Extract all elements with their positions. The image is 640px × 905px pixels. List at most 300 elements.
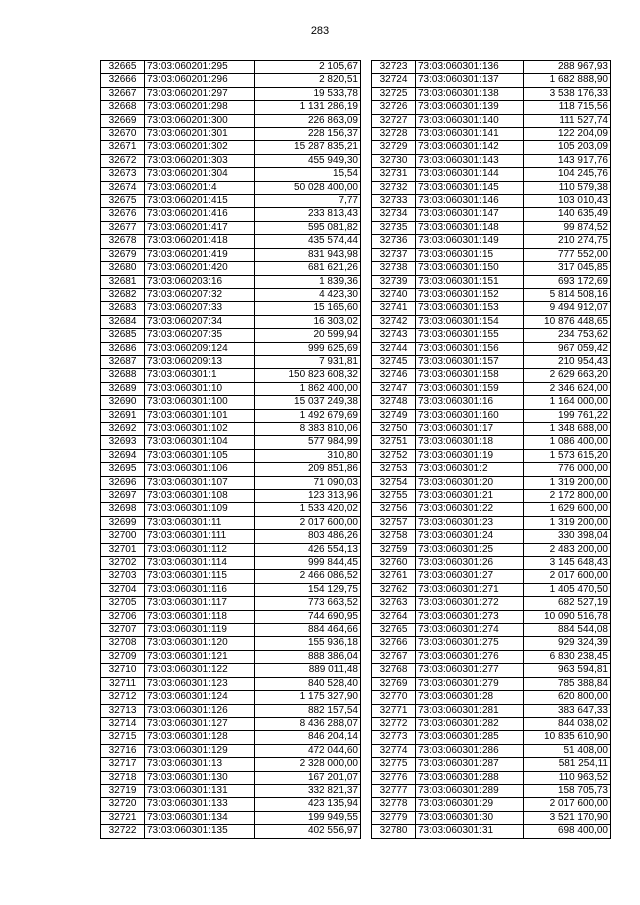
table-row [372,409,611,422]
table-row [101,221,361,234]
cadastral-number-cell: 73:03:060301:24 [416,530,524,543]
cadastral-number-cell: 73:03:060301:159 [416,382,524,395]
row-number-cell: 32666 [101,74,145,87]
value-cell: 71 090,03 [255,476,361,489]
table-row [372,530,611,543]
cadastral-number-cell: 73:03:060301:11 [145,516,255,529]
table-row [372,61,611,74]
cadastral-number-cell: 73:03:060301:2 [416,463,524,476]
row-number-cell: 32764 [372,610,416,623]
row-number-cell: 32767 [372,650,416,663]
value-cell: 50 028 400,00 [255,181,361,194]
table-row [101,262,361,275]
row-number-cell: 32770 [372,691,416,704]
value-cell: 310,80 [255,449,361,462]
table-row [372,221,611,234]
row-number-cell: 32671 [101,141,145,154]
row-number-cell: 32689 [101,382,145,395]
row-number-cell: 32717 [101,758,145,771]
cadastral-number-cell: 73:03:060301:20 [416,476,524,489]
value-cell: 233 813,43 [255,208,361,221]
row-number-cell: 32698 [101,503,145,516]
cadastral-number-cell: 73:03:060301:19 [416,449,524,462]
table-row [101,128,361,141]
table-row [101,476,361,489]
table-row [101,597,361,610]
cadastral-number-cell: 73:03:060301:157 [416,355,524,368]
table-row [372,87,611,100]
value-cell: 2 629 663,20 [524,369,611,382]
row-number-cell: 32757 [372,516,416,529]
cadastral-number-cell: 73:03:060301:288 [416,771,524,784]
row-number-cell: 32672 [101,154,145,167]
cadastral-number-cell: 73:03:060201:417 [145,221,255,234]
cadastral-number-cell: 73:03:060301:147 [416,208,524,221]
table-row [101,168,361,181]
table-row [372,396,611,409]
table-row [101,329,361,342]
table-row [101,744,361,757]
cadastral-number-cell: 73:03:060301:104 [145,436,255,449]
value-cell: 1 405 470,50 [524,583,611,596]
value-cell: 595 081,82 [255,221,361,234]
value-cell: 234 753,62 [524,329,611,342]
table-row [101,704,361,717]
table-row [372,342,611,355]
row-number-cell: 32733 [372,195,416,208]
value-cell: 332 821,37 [255,784,361,797]
row-number-cell: 32682 [101,288,145,301]
row-number-cell: 32746 [372,369,416,382]
cadastral-number-cell: 73:03:060301:123 [145,677,255,690]
value-cell: 5 814 508,16 [524,288,611,301]
cadastral-number-cell: 73:03:060301:128 [145,731,255,744]
value-cell: 15 165,60 [255,302,361,315]
value-cell: 693 172,69 [524,275,611,288]
row-number-cell: 32729 [372,141,416,154]
row-number-cell: 32766 [372,637,416,650]
table-row [372,141,611,154]
table-row [101,382,361,395]
value-cell: 210 954,43 [524,355,611,368]
row-number-cell: 32696 [101,476,145,489]
table-row [372,168,611,181]
table-row [101,610,361,623]
row-number-cell: 32709 [101,650,145,663]
cadastral-number-cell: 73:03:060301:274 [416,624,524,637]
row-number-cell: 32683 [101,302,145,315]
cadastral-number-cell: 73:03:060201:296 [145,74,255,87]
row-number-cell: 32703 [101,570,145,583]
row-number-cell: 32719 [101,784,145,797]
row-number-cell: 32715 [101,731,145,744]
cadastral-number-cell: 73:03:060301:1 [145,369,255,382]
row-number-cell: 32708 [101,637,145,650]
table-row [372,329,611,342]
cadastral-number-cell: 73:03:060301:107 [145,476,255,489]
row-number-cell: 32754 [372,476,416,489]
value-cell: 122 204,09 [524,128,611,141]
row-number-cell: 32726 [372,101,416,114]
cadastral-number-cell: 73:03:060201:416 [145,208,255,221]
value-cell: 15 037 249,38 [255,396,361,409]
value-cell: 1 573 615,20 [524,449,611,462]
row-number-cell: 32751 [372,436,416,449]
table-row [372,235,611,248]
value-cell: 776 000,00 [524,463,611,476]
row-number-cell: 32714 [101,717,145,730]
row-number-cell: 32697 [101,490,145,503]
table-row [372,677,611,690]
row-number-cell: 32762 [372,583,416,596]
table-row [101,369,361,382]
table-row [372,369,611,382]
value-cell: 16 303,02 [255,315,361,328]
table-row [101,436,361,449]
table-row [372,74,611,87]
value-cell: 1 682 888,90 [524,74,611,87]
value-cell: 99 874,52 [524,221,611,234]
row-number-cell: 32750 [372,422,416,435]
cadastral-number-cell: 73:03:060301:135 [145,825,255,838]
table-row [101,503,361,516]
value-cell: 888 386,04 [255,650,361,663]
row-number-cell: 32772 [372,717,416,730]
table-row [372,422,611,435]
value-cell: 111 527,74 [524,114,611,127]
row-number-cell: 32681 [101,275,145,288]
cadastral-number-cell: 73:03:060301:281 [416,704,524,717]
value-cell: 330 398,04 [524,530,611,543]
row-number-cell: 32707 [101,624,145,637]
cadastral-number-cell: 73:03:060301:112 [145,543,255,556]
cadastral-number-cell: 73:03:060207:33 [145,302,255,315]
cadastral-number-cell: 73:03:060301:138 [416,87,524,100]
value-cell: 455 949,30 [255,154,361,167]
value-cell: 581 254,11 [524,758,611,771]
row-number-cell: 32695 [101,463,145,476]
table-row [372,436,611,449]
value-cell: 51 408,00 [524,744,611,757]
cadastral-number-cell: 73:03:060301:109 [145,503,255,516]
cadastral-number-cell: 73:03:060301:150 [416,262,524,275]
cadastral-number-cell: 73:03:060301:131 [145,784,255,797]
row-number-cell: 32737 [372,248,416,261]
table-row [372,288,611,301]
row-number-cell: 32740 [372,288,416,301]
table-row [372,637,611,650]
cadastral-number-cell: 73:03:060301:277 [416,664,524,677]
row-number-cell: 32711 [101,677,145,690]
row-number-cell: 32753 [372,463,416,476]
table-row [372,208,611,221]
row-number-cell: 32725 [372,87,416,100]
value-cell: 118 715,56 [524,101,611,114]
row-number-cell: 32780 [372,825,416,838]
value-cell: 2 346 624,00 [524,382,611,395]
table-row [372,825,611,838]
cadastral-number-cell: 73:03:060301:151 [416,275,524,288]
value-cell: 8 436 288,07 [255,717,361,730]
row-number-cell: 32734 [372,208,416,221]
value-cell: 999 844,45 [255,557,361,570]
row-number-cell: 32677 [101,221,145,234]
cadastral-number-cell: 73:03:060301:15 [416,248,524,261]
cadastral-number-cell: 73:03:060301:275 [416,637,524,650]
value-cell: 1 131 286,19 [255,101,361,114]
row-number-cell: 32704 [101,583,145,596]
row-number-cell: 32713 [101,704,145,717]
cadastral-number-cell: 73:03:060301:152 [416,288,524,301]
row-number-cell: 32774 [372,744,416,757]
value-cell: 1 862 400,00 [255,382,361,395]
table-row [101,302,361,315]
value-cell: 1 533 420,02 [255,503,361,516]
cadastral-number-cell: 73:03:060201:300 [145,114,255,127]
cadastral-number-cell: 73:03:060301:10 [145,382,255,395]
cadastral-number-cell: 73:03:060201:304 [145,168,255,181]
table-row [101,758,361,771]
cadastral-number-cell: 73:03:060301:121 [145,650,255,663]
value-cell: 1 629 600,00 [524,503,611,516]
table-row [372,101,611,114]
value-cell: 1 492 679,69 [255,409,361,422]
table-row [372,771,611,784]
table-row [372,664,611,677]
row-number-cell: 32688 [101,369,145,382]
cadastral-number-cell: 73:03:060301:136 [416,61,524,74]
table-row [101,570,361,583]
table-row [372,181,611,194]
row-number-cell: 32730 [372,154,416,167]
row-number-cell: 32723 [372,61,416,74]
value-cell: 110 579,38 [524,181,611,194]
cadastral-number-cell: 73:03:060301:137 [416,74,524,87]
row-number-cell: 32718 [101,771,145,784]
value-cell: 383 647,33 [524,704,611,717]
cadastral-number-cell: 73:03:060301:158 [416,369,524,382]
value-cell: 2 820,51 [255,74,361,87]
row-number-cell: 32722 [101,825,145,838]
cadastral-number-cell: 73:03:060301:139 [416,101,524,114]
table-row [372,758,611,771]
value-cell: 2 017 600,00 [524,570,611,583]
row-number-cell: 32768 [372,664,416,677]
value-cell: 8 383 810,06 [255,422,361,435]
table-row [372,382,611,395]
value-cell: 803 486,26 [255,530,361,543]
row-number-cell: 32747 [372,382,416,395]
cadastral-number-cell: 73:03:060301:279 [416,677,524,690]
row-number-cell: 32738 [372,262,416,275]
cadastral-number-cell: 73:03:060207:34 [145,315,255,328]
table-row [372,650,611,663]
cadastral-number-cell: 73:03:060301:142 [416,141,524,154]
table-row [372,784,611,797]
table-row [372,691,611,704]
cadastral-number-cell: 73:03:060301:286 [416,744,524,757]
table-row [101,717,361,730]
table-row [101,771,361,784]
row-number-cell: 32755 [372,490,416,503]
table-row [372,744,611,757]
table-row [101,422,361,435]
value-cell: 681 621,26 [255,262,361,275]
cadastral-number-cell: 73:03:060201:420 [145,262,255,275]
table-row [372,731,611,744]
cadastral-number-cell: 73:03:060301:115 [145,570,255,583]
row-number-cell: 32665 [101,61,145,74]
row-number-cell: 32758 [372,530,416,543]
table-row [101,342,361,355]
table-row [372,302,611,315]
table-row [101,195,361,208]
cadastral-number-cell: 73:03:060301:13 [145,758,255,771]
row-number-cell: 32699 [101,516,145,529]
table-row [372,624,611,637]
table-row [372,570,611,583]
row-number-cell: 32778 [372,798,416,811]
value-cell: 2 328 000,00 [255,758,361,771]
row-number-cell: 32732 [372,181,416,194]
value-cell: 3 538 176,33 [524,87,611,100]
register-table-left [100,60,361,839]
table-row [372,315,611,328]
cadastral-number-cell: 73:03:060301:100 [145,396,255,409]
value-cell: 889 011,48 [255,664,361,677]
row-number-cell: 32694 [101,449,145,462]
value-cell: 105 203,09 [524,141,611,154]
value-cell: 110 963,52 [524,771,611,784]
cadastral-number-cell: 73:03:060301:21 [416,490,524,503]
cadastral-number-cell: 73:03:060301:130 [145,771,255,784]
value-cell: 103 010,43 [524,195,611,208]
cadastral-number-cell: 73:03:060201:418 [145,235,255,248]
table-row [101,825,361,838]
value-cell: 167 201,07 [255,771,361,784]
table-row [372,355,611,368]
cadastral-number-cell: 73:03:060301:289 [416,784,524,797]
row-number-cell: 32667 [101,87,145,100]
table-row [372,610,611,623]
row-number-cell: 32741 [372,302,416,315]
cadastral-number-cell: 73:03:060201:4 [145,181,255,194]
value-cell: 884 464,66 [255,624,361,637]
value-cell: 2 483 200,00 [524,543,611,556]
table-row [101,624,361,637]
value-cell: 744 690,95 [255,610,361,623]
value-cell: 831 943,98 [255,248,361,261]
table-row [101,61,361,74]
table-row [101,101,361,114]
value-cell: 20 599,94 [255,329,361,342]
row-number-cell: 32744 [372,342,416,355]
row-number-cell: 32779 [372,811,416,824]
value-cell: 1 319 200,00 [524,476,611,489]
row-number-cell: 32777 [372,784,416,797]
row-number-cell: 32752 [372,449,416,462]
row-number-cell: 32705 [101,597,145,610]
table-row [101,235,361,248]
table-row [372,503,611,516]
table-row [101,811,361,824]
row-number-cell: 32773 [372,731,416,744]
table-row [372,811,611,824]
row-number-cell: 32676 [101,208,145,221]
value-cell: 963 594,81 [524,664,611,677]
value-cell: 402 556,97 [255,825,361,838]
table-row [101,650,361,663]
value-cell: 317 045,85 [524,262,611,275]
row-number-cell: 32693 [101,436,145,449]
cadastral-number-cell: 73:03:060207:32 [145,288,255,301]
cadastral-number-cell: 73:03:060301:120 [145,637,255,650]
row-number-cell: 32675 [101,195,145,208]
row-number-cell: 32763 [372,597,416,610]
value-cell: 577 984,99 [255,436,361,449]
cadastral-number-cell: 73:03:060301:25 [416,543,524,556]
cadastral-number-cell: 73:03:060301:118 [145,610,255,623]
cadastral-number-cell: 73:03:060301:114 [145,557,255,570]
value-cell: 3 145 648,43 [524,557,611,570]
value-cell: 884 544,08 [524,624,611,637]
value-cell: 682 527,19 [524,597,611,610]
table-row [372,262,611,275]
table-row [101,288,361,301]
table-row [101,463,361,476]
row-number-cell: 32684 [101,315,145,328]
table-row [101,87,361,100]
cadastral-number-cell: 73:03:060301:119 [145,624,255,637]
value-cell: 4 423,30 [255,288,361,301]
value-cell: 143 917,76 [524,154,611,167]
table-row [101,141,361,154]
row-number-cell: 32761 [372,570,416,583]
row-number-cell: 32670 [101,128,145,141]
value-cell: 2 017 600,00 [255,516,361,529]
row-number-cell: 32760 [372,557,416,570]
table-row [372,543,611,556]
cadastral-number-cell: 73:03:060201:302 [145,141,255,154]
row-number-cell: 32680 [101,262,145,275]
row-number-cell: 32674 [101,181,145,194]
value-cell: 2 172 800,00 [524,490,611,503]
row-number-cell: 32716 [101,744,145,757]
value-cell: 423 135,94 [255,798,361,811]
row-number-cell: 32775 [372,758,416,771]
cadastral-number-cell: 73:03:060301:106 [145,463,255,476]
row-number-cell: 32720 [101,798,145,811]
value-cell: 1 086 400,00 [524,436,611,449]
row-number-cell: 32669 [101,114,145,127]
row-number-cell: 32735 [372,221,416,234]
cadastral-number-cell: 73:03:060201:415 [145,195,255,208]
table-row [101,490,361,503]
cadastral-number-cell: 73:03:060301:285 [416,731,524,744]
table-row [372,114,611,127]
table-row [101,449,361,462]
row-number-cell: 32706 [101,610,145,623]
value-cell: 785 388,84 [524,677,611,690]
table-row [372,449,611,462]
table-row [372,490,611,503]
value-cell: 2 466 086,52 [255,570,361,583]
cadastral-number-cell: 73:03:060201:419 [145,248,255,261]
value-cell: 620 800,00 [524,691,611,704]
cadastral-number-cell: 73:03:060301:160 [416,409,524,422]
cadastral-number-cell: 73:03:060301:145 [416,181,524,194]
value-cell: 150 823 608,32 [255,369,361,382]
